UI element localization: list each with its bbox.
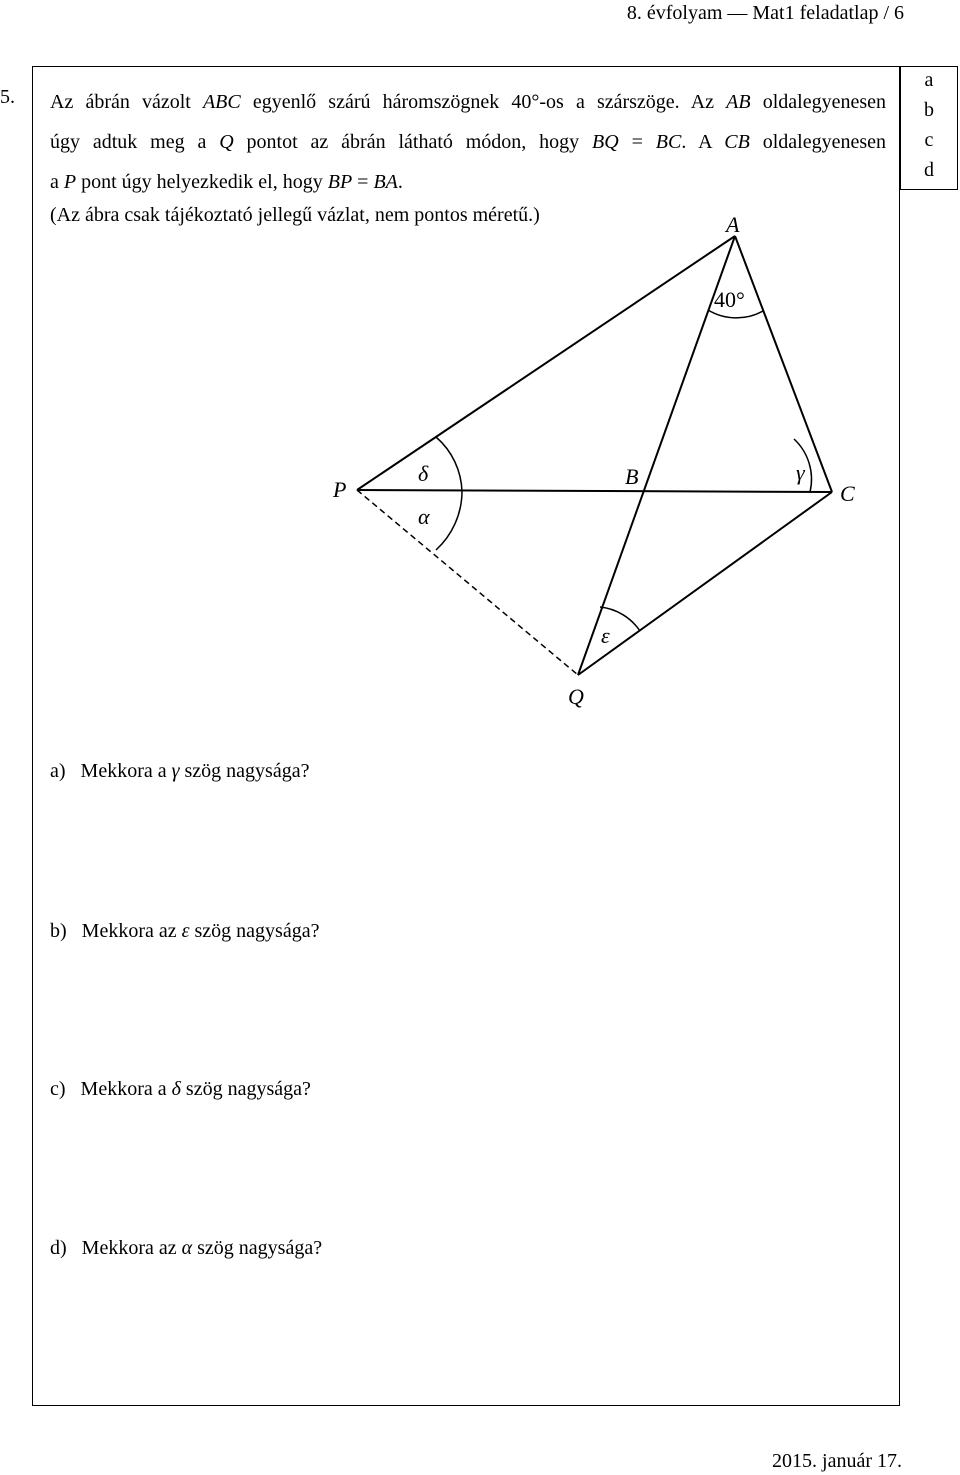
task-number: 5. — [0, 86, 15, 108]
score-label-b: b — [924, 99, 934, 121]
point-label-P: P — [333, 477, 347, 502]
angle-label-A: 40° — [714, 287, 745, 312]
point-label-B: B — [625, 464, 639, 489]
segment-PQ-dashed — [357, 490, 578, 675]
segment-PC — [357, 490, 832, 492]
task-line-2: úgy adtuk meg a Q pontot az ábrán látható módon, hogy BQ = BC. A CB oldalegyenesen — [50, 131, 887, 153]
score-label-a: a — [924, 69, 934, 91]
point-label-C: C — [840, 481, 855, 506]
page-footer: 2015. január 17. — [772, 1450, 902, 1472]
point-label-Q: Q — [568, 684, 584, 709]
figure-note: (Az ábra csak tájékoztató jellegű vázlat, nem pontos méretű.) — [50, 204, 540, 226]
segment-AC — [735, 236, 832, 492]
page-header: 8. évfolyam — Mat1 feladatlap / 6 — [626, 2, 904, 24]
point-label-A: A — [726, 212, 740, 237]
score-label-d: d — [924, 159, 934, 181]
task-line-1: Az ábrán vázolt ABC egyenlő szárú háromszögnek 40°-os a szárszöge. Az AB oldalegyenesen — [50, 91, 886, 113]
segment-AP — [357, 236, 735, 490]
angle-arc-delta — [436, 437, 462, 492]
question-c: c) Mekkora a δ szög nagysága? — [50, 1078, 311, 1100]
task-line-3: a P pont úgy helyezkedik el, hogy BP = BA. — [50, 171, 403, 193]
angle-arc-alpha — [436, 492, 462, 550]
angle-label-delta: δ — [418, 461, 429, 486]
question-a: a) Mekkora a γ szög nagysága? — [50, 760, 310, 782]
angle-label-gamma: γ — [796, 460, 805, 485]
angle-label-alpha: α — [418, 504, 430, 529]
question-d: d) Mekkora az α szög nagysága? — [50, 1237, 323, 1259]
segment-AQ — [578, 236, 735, 675]
question-b: b) Mekkora az ε szög nagysága? — [50, 920, 320, 942]
angle-label-epsilon: ε — [601, 623, 610, 648]
segment-CQ — [578, 492, 832, 675]
score-label-c: c — [924, 129, 934, 151]
